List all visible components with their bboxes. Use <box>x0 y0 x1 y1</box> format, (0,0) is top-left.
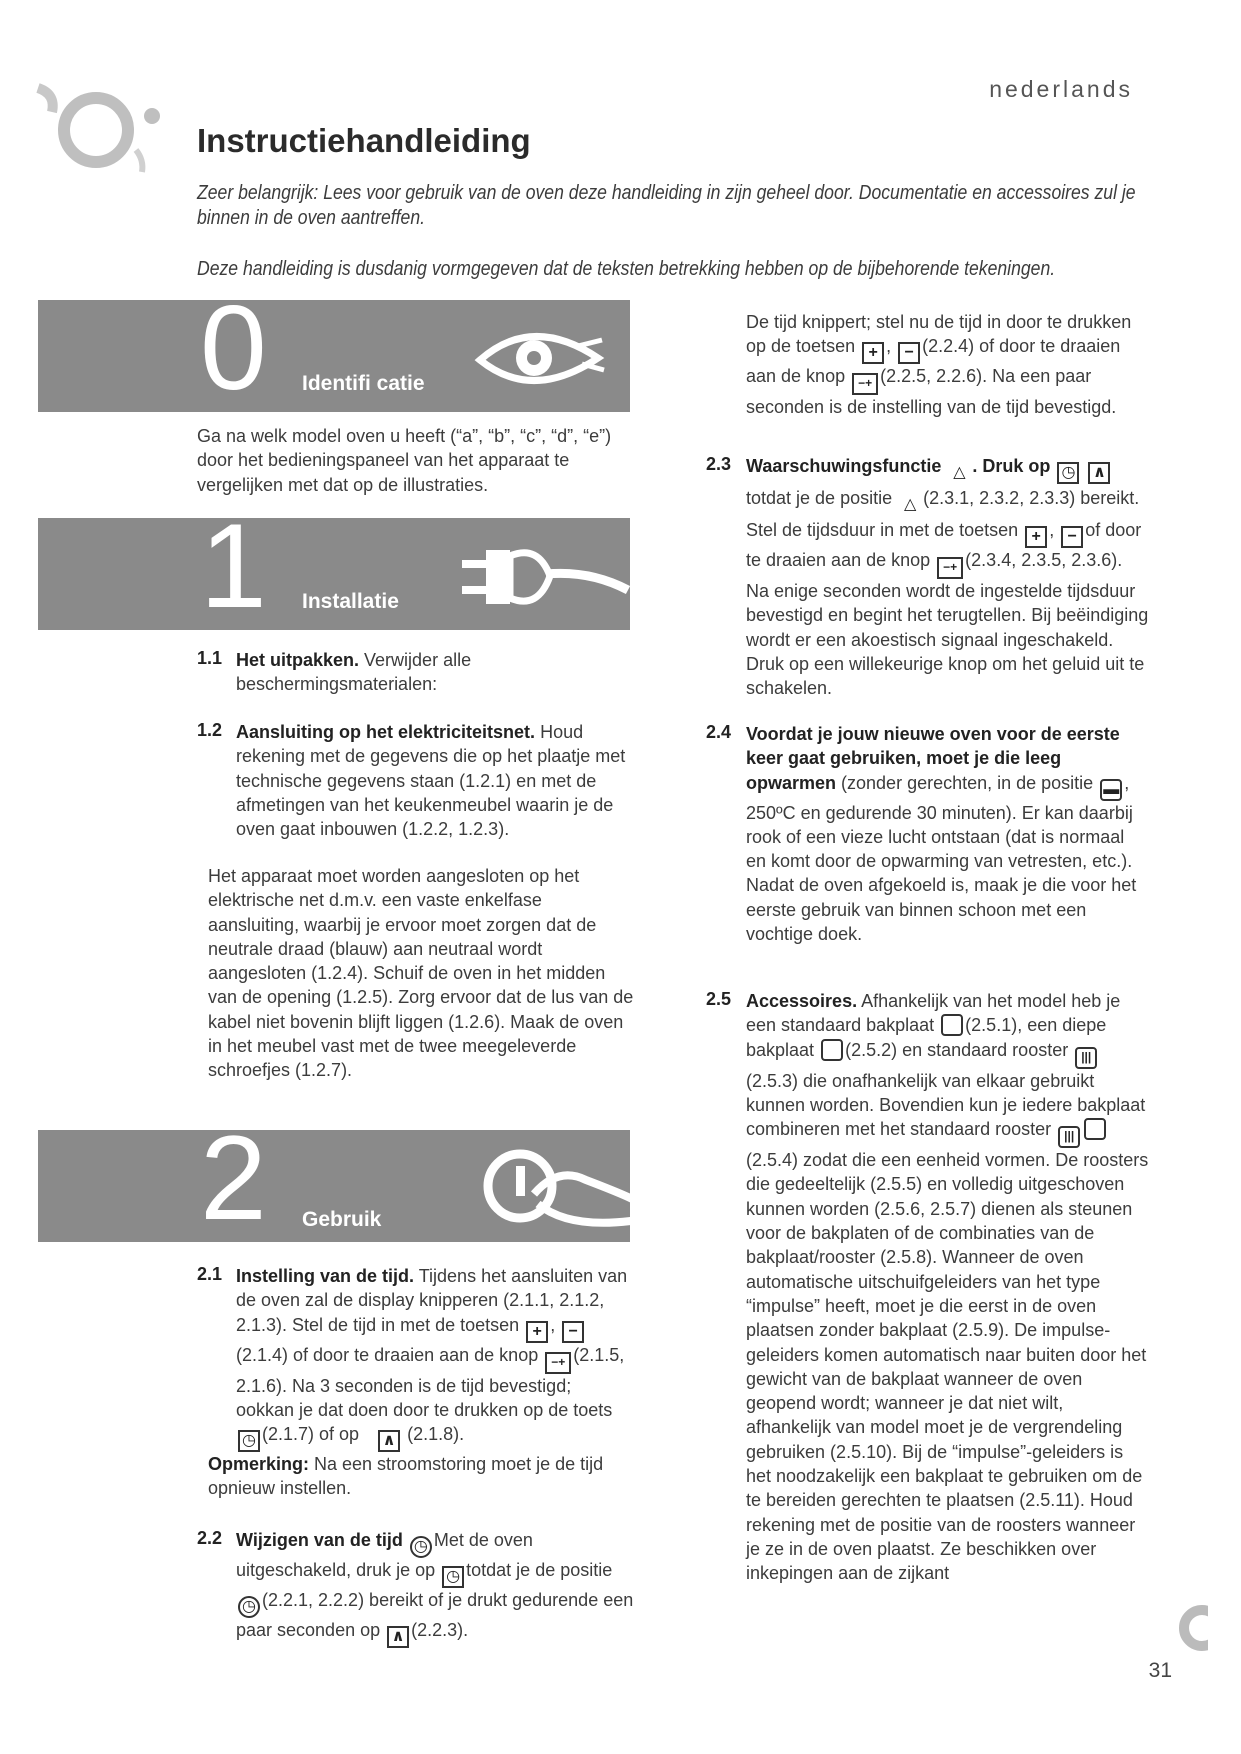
wire-rack-icon: ||| <box>1075 1047 1097 1069</box>
identification-text: Ga na welk model oven u heeft (“a”, “b”, “c”, “d”, “e”) door het bedieningspaneel van het apparaat te vergelijken met dat op de illustraties. <box>197 426 612 495</box>
page-title: Instructiehandleiding <box>197 122 531 159</box>
item-number: 1.2 <box>197 720 223 740</box>
minus-key-icon: − <box>562 1321 584 1343</box>
time-blink-text: De tijd knippert; stel nu de tijd in door te drukken op de toetsen + , − (2.2.4) of door te draaien aan de knop −+ (2.2.5, 2.2.6). Na een paar seconden is de instelling van de tijd bevestigd. <box>746 312 1132 418</box>
section-label: Gebruik <box>302 1208 382 1231</box>
clock-icon: ◷ <box>238 1596 260 1618</box>
item-number: 2.1 <box>197 1264 223 1284</box>
item-number: 2.5 <box>706 989 732 1009</box>
item-number: 2.3 <box>706 454 732 474</box>
section-label: Identifi catie <box>302 372 425 395</box>
knob-hand-icon <box>478 1144 630 1240</box>
minus-key-icon: − <box>1061 526 1083 548</box>
plus-key-icon: + <box>862 342 884 364</box>
item-number: 1.1 <box>197 648 223 668</box>
section-number: 0 <box>200 300 267 412</box>
clock-key-icon: ◷ <box>442 1566 464 1588</box>
eye-icon <box>470 318 610 398</box>
section-label: Installatie <box>302 590 399 613</box>
section-banner-installation <box>38 518 630 630</box>
item-alarm-function: Waarschuwingsfunctie △ . Druk op ◷ ∧totdat je de positie △ (2.3.1, 2.3.2, 2.3.3) bereikt. Stel de tijdsduur in met de toetsen + , − of door te draaien aan de knop −+ (2.3.4, 2.3.5, 2.3.6). Na enige seconden wordt de ingestelde tijdsduur bevestigd en begint het terugtellen. Bij beëindiging wordt er een akoestisch signaal ingeschakeld. Druk op een willekeurige knop om het geluid uit te schakelen. <box>746 456 1149 699</box>
brand-logo-icon <box>34 72 174 182</box>
item-number: 2.4 <box>706 722 732 742</box>
oven-position-icon: ▬ <box>1100 779 1122 801</box>
intro-layout-note: Deze handleiding is dusdanig vormgegeven dat de teksten betrekking hebben op de bijbehorende tekeningen. <box>197 258 1056 280</box>
plus-key-icon: + <box>1025 526 1047 548</box>
knob-icon: −+ <box>545 1352 571 1374</box>
plus-key-icon: + <box>526 1321 548 1343</box>
page-number: 31 <box>1148 1659 1172 1682</box>
note-power-failure: Opmerking: Na een stroomstoring moet je de tijd opnieuw instellen. <box>208 1454 604 1499</box>
bell-icon: △ <box>953 464 966 481</box>
baking-tray-icon <box>941 1014 963 1036</box>
item-number: 2.2 <box>197 1528 223 1548</box>
item-unpacking: Het uitpakken. Verwijder alle beschermingsmaterialen: <box>236 650 472 695</box>
bell-icon: △ <box>903 496 917 513</box>
item-electrical-connection: Aansluiting op het elektriciteitsnet. Houd rekening met de gegevens die op het plaatje met technische gegevens staan (1.2.1) en met de afmetingen van het keukenmeubel waarin je de oven gaat inbouwen (1.2.2, 1.2.3). <box>236 722 626 840</box>
section-number: 1 <box>200 518 267 630</box>
item-electrical-details: Het apparaat moet worden aangesloten op het elektrische net d.m.v. een vaste enkelfase aansluiting, waarbij je ervoor moet zorgen dat de neutrale draad (blauw) aan neutraal wordt aangesloten (1.2.4). Schuif de oven in het midden van de opening (1.2.5). Zorg ervoor dat de lus van de kabel niet bovenin blijft liggen (1.2.6). Maak de oven in het meubel vast met de twee meegeleverde schroefjes (1.2.7). <box>208 866 634 1081</box>
up-key-icon: ∧ <box>1088 462 1110 484</box>
intro-important: Zeer belangrijk: Lees voor gebruik van de oven deze handleiding in zijn geheel door. Documentatie en accessoires zul je binnen in de oven aantreffen. <box>197 182 1136 229</box>
item-accessories: Accessoires. Afhankelijk van het model heb je een standaard bakplaat (2.5.1), een diepe bakplaat (2.5.2) en standaard rooster |||(2.5.3) die onafhankelijk van elkaar gebruikt kunnen worden. Bovendien kun je iedere bakplaat combineren met het standaard rooster |||(2.5.4) zodat die een eenheid vormen. De roosters die gedeeltelijk (2.5.5) en volledig uitgeschoven kunnen worden (2.5.6, 2.5.7) dienen als steunen voor de bakplaten of de combinaties van de bakplaat/rooster (2.5.8). Wanneer de oven automatische uitschuifgeleiders van het type “impulse” heeft, moet je die eerst in de oven plaatsen zonder bakplaat (2.5.9). De impulse-geleiders komen automatisch naar buiten door het gewicht van de bakplaat wanneer de oven geopend wordt; wanneer je dat niet wilt, afhankelijk van model moet je de vergrendeling gebruiken (2.5.10). Bij de “impulse”-geleiders is het noodzakelijk een bakplaat te gebruiken om de te bereiden gerechten te plaatsen (2.5.11). Houd rekening met de positie van de roosters wanneer je ze in de oven plaatst. Ze beschikken over inkepingen aan de zijkant <box>746 991 1149 1584</box>
section-banner-identification <box>38 300 630 412</box>
up-key-icon: ∧ <box>387 1626 409 1648</box>
baking-tray-icon <box>1084 1118 1106 1140</box>
item-time-setting: Instelling van de tijd. Tijdens het aansluiten van de oven zal de display knipperen (2.1.1, 2.1.2, 2.1.3). Stel de tijd in met de toetsen + , −(2.1.4) of door te draaien aan de knop −+ (2.1.5, 2.1.6). Na 3 seconden is de tijd bevestigd; ookkan je dat doen door te drukken op de toets ◷ (2.1.7) of op ∧ (2.1.8). <box>236 1264 634 1452</box>
language-label: nederlands <box>989 76 1133 102</box>
plug-icon <box>450 536 630 624</box>
clock-key-icon: ◷ <box>238 1430 260 1452</box>
knob-icon: −+ <box>852 373 878 395</box>
wire-rack-icon: ||| <box>1058 1126 1080 1148</box>
item-preheat-before-use: Voordat je jouw nieuwe oven voor de eerste keer gaat gebruiken, moet je die leeg opwarmen (zonder gerechten, in de positie ▬ , 250ºC en gedurende 30 minuten). Er kan daarbij rook of een vieze lucht ontstaan (dat is normaal en komt door de opwarming van vetresten, etc.). Nadat de oven afgekoeld is, maak je die voor het eerste gebruik van binnen schoon met een vochtige doek. <box>746 724 1137 945</box>
minus-key-icon: − <box>898 342 920 364</box>
brand-decoration-icon <box>1168 1600 1208 1656</box>
clock-icon: ◷ <box>410 1536 432 1558</box>
clock-key-icon: ◷ <box>1057 462 1079 484</box>
up-key-icon: ∧ <box>378 1430 400 1452</box>
section-number: 2 <box>200 1130 267 1242</box>
item-change-time: Wijzigen van de tijd ◷ Met de oven uitgeschakeld, druk je op ◷ totdat je de positie ◷ (2.2.1, 2.2.2) bereikt of je drukt gedurende een paar seconden op ∧ (2.2.3). <box>236 1528 636 1648</box>
knob-icon: −+ <box>937 557 963 579</box>
deep-tray-icon <box>821 1039 843 1061</box>
section-banner-usage <box>38 1130 630 1242</box>
